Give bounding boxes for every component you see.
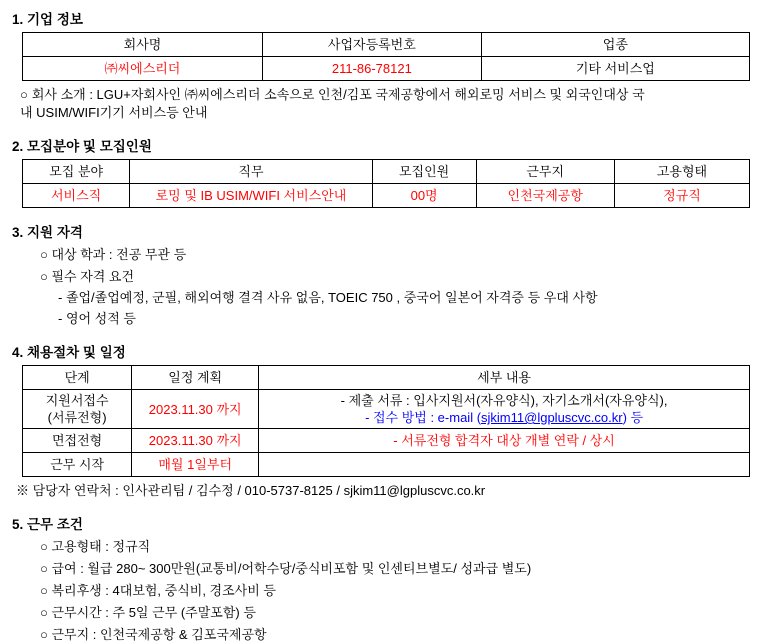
bullet-circle-icon: ○	[20, 87, 28, 102]
cell-business-number: 211-86-78121	[262, 57, 481, 81]
work-condition-item-4: ○ 근무시간 : 주 5일 근무 (주말포함) 등	[40, 605, 256, 620]
cell-step-application-line-2: (서류전형)	[47, 410, 107, 425]
company-info-table	[22, 32, 750, 81]
cell-employment-type: 정규직	[614, 184, 749, 208]
cell-field: 서비스직	[23, 184, 130, 208]
table-row	[23, 390, 750, 429]
section-2-title: 2. 모집분야 및 모집인원	[12, 139, 152, 154]
company-description	[20, 86, 759, 122]
section-3-title: 3. 지원 자격	[12, 225, 83, 240]
detail-email-prefix: - 접수 방법 : e-mail (	[365, 410, 482, 425]
table-row	[23, 184, 750, 208]
header-job: 직무	[130, 160, 373, 184]
header-industry: 업종	[481, 33, 749, 57]
work-condition-item-1: ○ 고용형태 : 정규직	[40, 539, 151, 554]
qualification-sub-item-2: - 영어 성적 등	[58, 311, 136, 326]
header-schedule: 일정 계획	[132, 366, 259, 390]
header-company-name: 회사명	[23, 33, 263, 57]
header-field: 모집 분야	[23, 160, 130, 184]
header-detail: 세부 내용	[259, 366, 750, 390]
cell-detail-application	[259, 390, 750, 429]
section-1-title: 1. 기업 정보	[12, 12, 83, 27]
cell-worksite: 인천국제공항	[476, 184, 614, 208]
cell-headcount: 00명	[372, 184, 476, 208]
cell-job: 로밍 및 IB USIM/WIFI 서비스안내	[130, 184, 373, 208]
cell-schedule-start: 매월 1일부터	[132, 453, 259, 477]
header-worksite: 근무지	[476, 160, 614, 184]
header-step: 단계	[23, 366, 132, 390]
table-row	[23, 57, 750, 81]
company-description-line-2: 내 USIM/WIFI기기 서비스등 안내	[20, 105, 208, 120]
cell-schedule-interview: 2023.11.30 까지	[132, 429, 259, 453]
detail-email-suffix: ) 등	[622, 410, 644, 425]
email-link[interactable]: sjkim11@lgpluscvc.co.kr	[481, 410, 623, 425]
work-condition-item-2: ○ 급여 : 월급 280~ 300만원(교통비/어학수당/중식비포함 및 인센티브별도/ 성과급 별도)	[40, 561, 532, 576]
header-business-number: 사업자등록번호	[262, 33, 481, 57]
header-headcount: 모집인원	[372, 160, 476, 184]
cell-schedule-application: 2023.11.30 까지	[132, 390, 259, 429]
qualification-sub-item-1: - 졸업/졸업예정, 군필, 해외여행 결격 사유 없음, TOEIC 750 , 중국어 일본어 자격증 등 우대 사항	[58, 290, 598, 305]
work-condition-item-3: ○ 복리후생 : 4대보험, 중식비, 경조사비 등	[40, 583, 276, 598]
cell-step-application-line-1: 지원서접수	[45, 393, 109, 408]
table-header-row	[23, 160, 750, 184]
contact-note: ※ 담당자 연락처 : 인사관리팀 / 김수정 / 010-5737-8125 / sjkim11@lgpluscvc.co.kr	[16, 483, 486, 498]
table-header-row	[23, 33, 750, 57]
table-header-row	[23, 366, 750, 390]
qualification-item-1: ○ 대상 학과 : 전공 무관 등	[40, 247, 187, 262]
cell-detail-start	[259, 453, 750, 477]
cell-step-interview: 면접전형	[23, 429, 132, 453]
qualification-item-2: ○ 필수 자격 요건	[40, 269, 135, 284]
detail-application-line-1: - 제출 서류 : 입사지원서(자유양식), 자기소개서(자유양식),	[340, 393, 668, 408]
cell-step-start: 근무 시작	[23, 453, 132, 477]
table-row	[23, 429, 750, 453]
cell-company-name: ㈜씨에스리더	[23, 57, 263, 81]
cell-step-application	[23, 390, 132, 429]
table-row	[23, 453, 750, 477]
work-condition-item-5: ○ 근무지 : 인천국제공항 & 김포국제공항	[40, 627, 267, 642]
section-5-title: 5. 근무 조건	[12, 517, 83, 532]
cell-detail-interview: - 서류전형 합격자 대상 개별 연락 / 상시	[259, 429, 750, 453]
process-schedule-table	[22, 365, 750, 477]
header-employment-type: 고용형태	[614, 160, 749, 184]
company-description-line-1: 회사 소개 : LGU+자회사인 ㈜씨에스리더 소속으로 인천/김포 국제공항에서 해외로밍 서비스 및 외국인대상 국	[31, 87, 645, 102]
cell-industry: 기타 서비스업	[481, 57, 749, 81]
recruitment-field-table	[22, 159, 750, 208]
section-4-title: 4. 채용절차 및 일정	[12, 345, 126, 360]
detail-application-line-2	[262, 409, 746, 426]
